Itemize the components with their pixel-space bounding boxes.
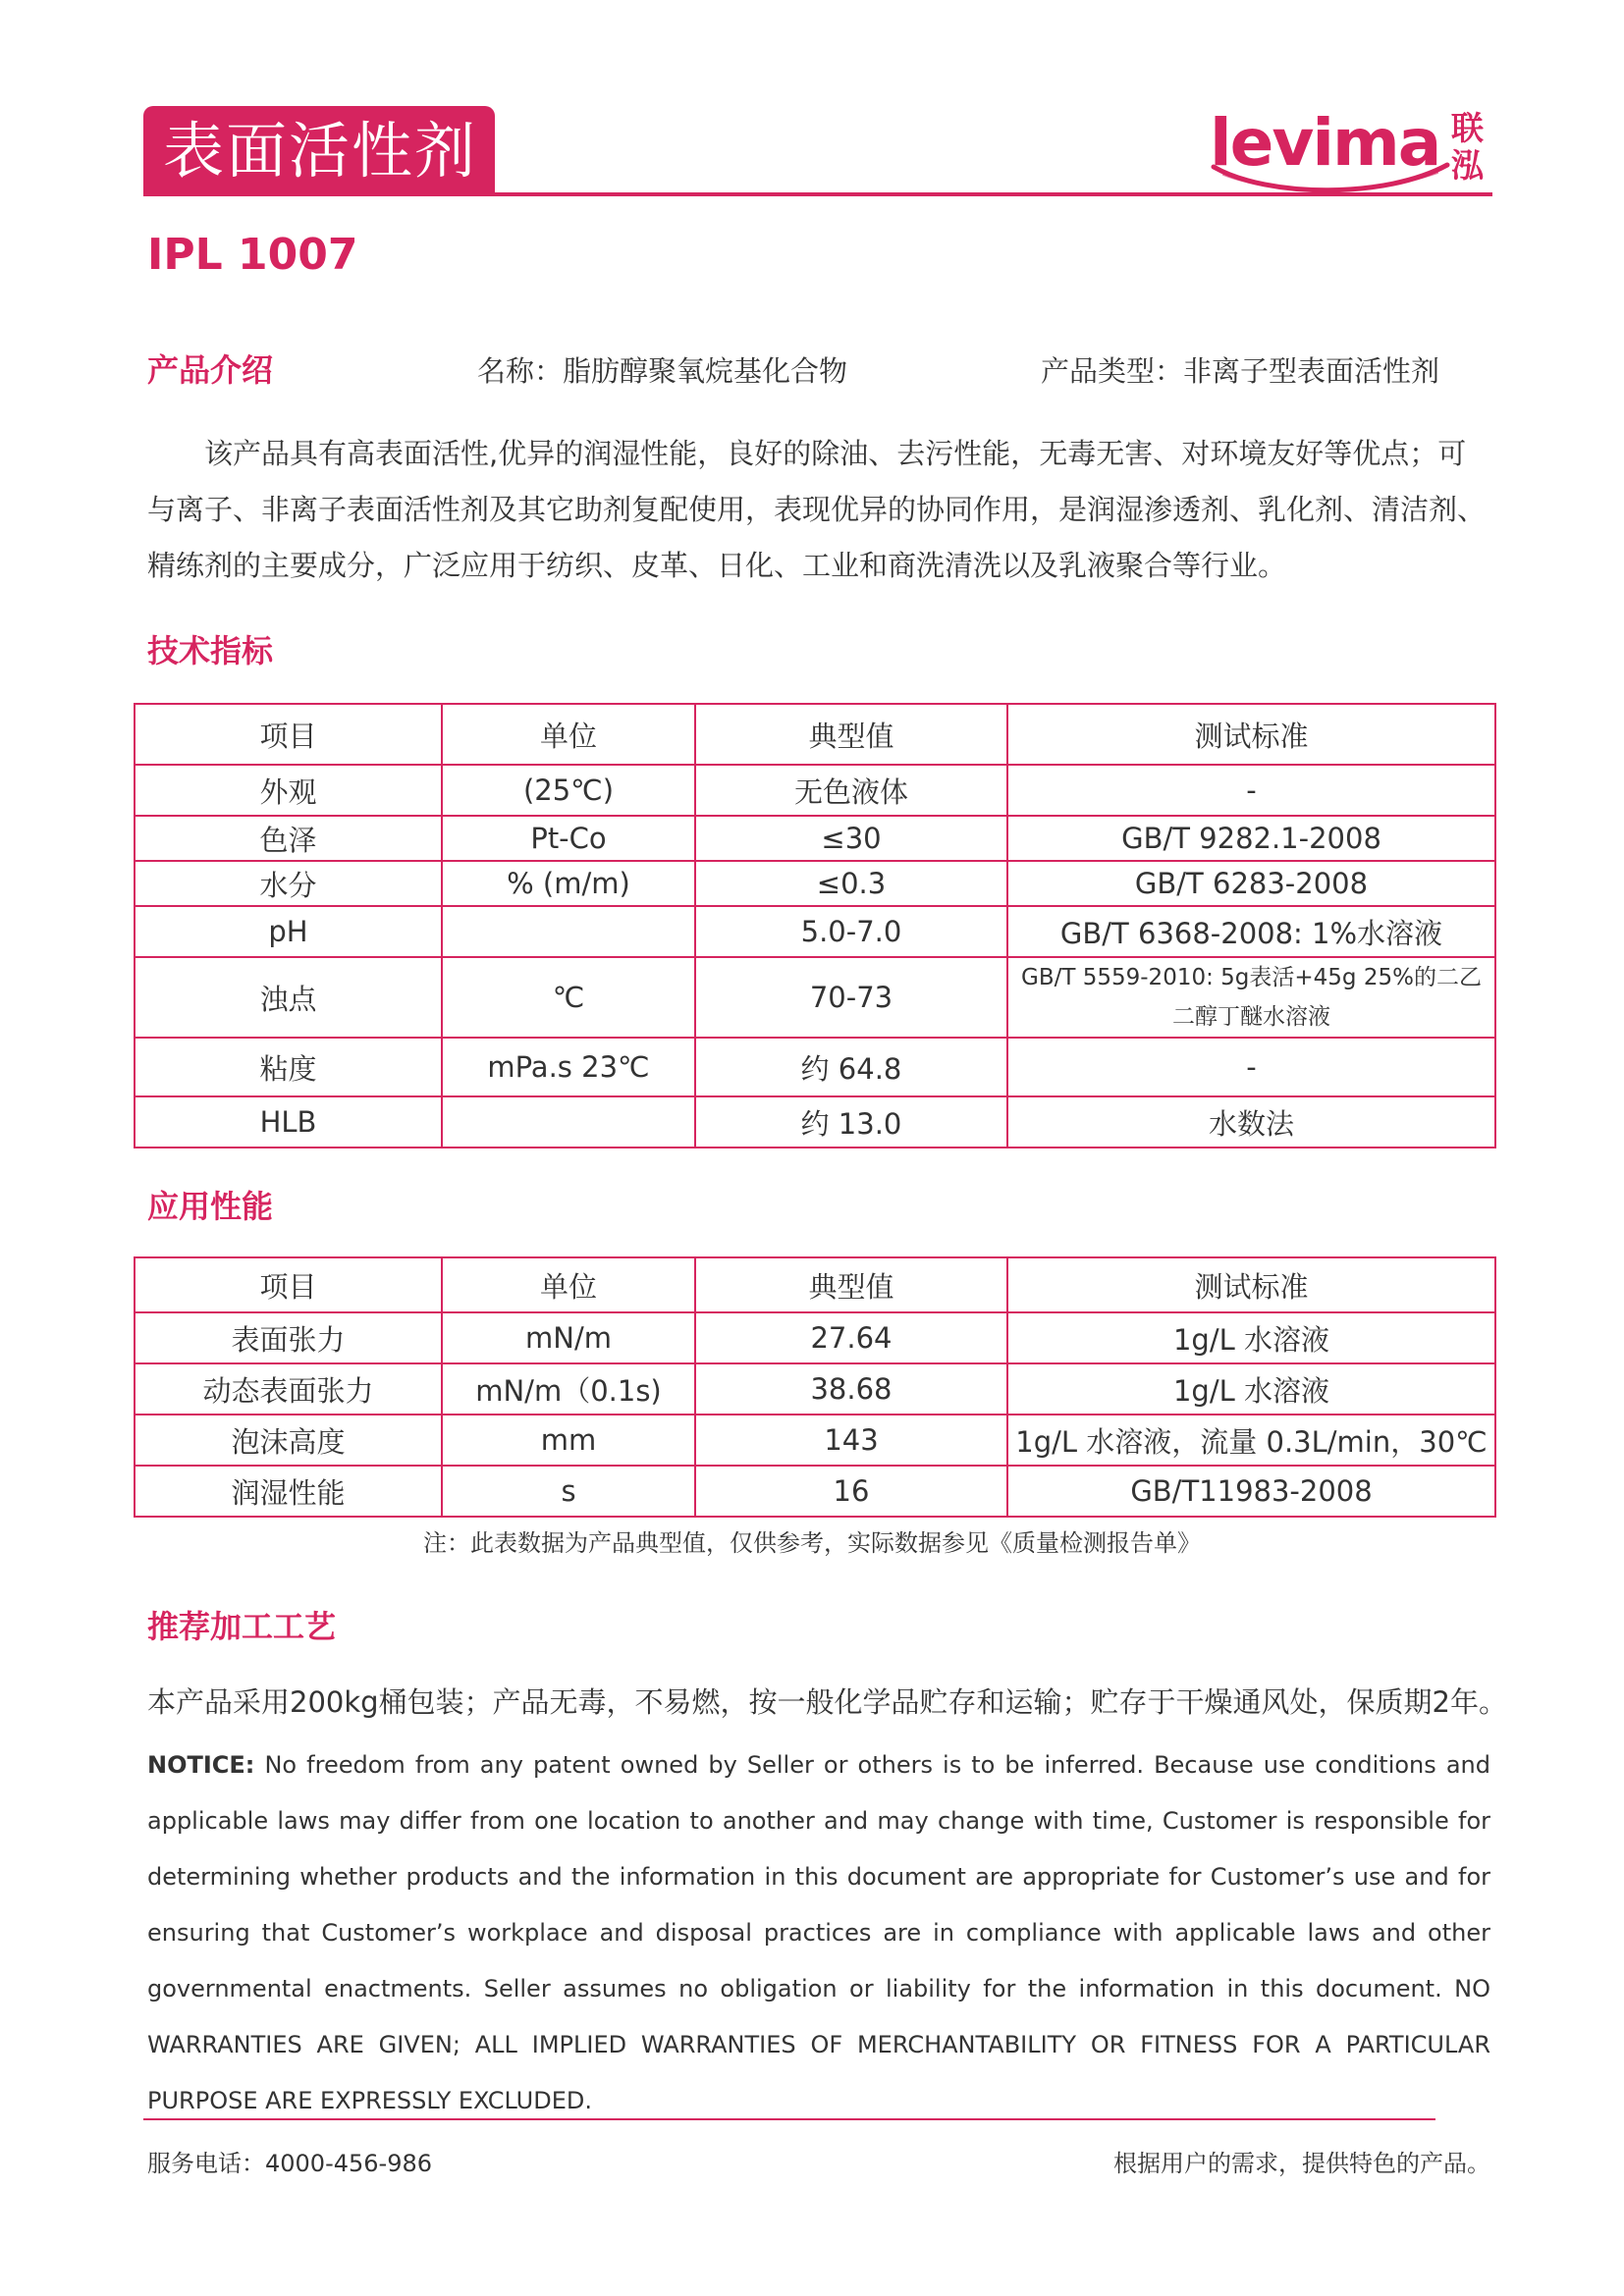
table-cell: 16 (695, 1466, 1007, 1517)
notice-label: NOTICE: (147, 1751, 255, 1779)
table-cell: % (m/m) (442, 861, 695, 906)
table-cell: 1g/L 水溶液，流量 0.3L/min，30℃ (1007, 1415, 1495, 1466)
tech-heading: 技术指标 (147, 632, 274, 669)
table-cell: GB/T 9282.1-2008 (1007, 816, 1495, 861)
table-cell: 水数法 (1007, 1096, 1495, 1148)
table-cell: 1g/L 水溶液 (1007, 1363, 1495, 1415)
footer-slogan: 根据用户的需求，提供特色的产品。 (1113, 2150, 1490, 2177)
table-row (135, 957, 1495, 1038)
product-type: 产品类型：非离子型表面活性剂 (1041, 354, 1440, 388)
table-cell: GB/T 6368-2008: 1%水溶液 (1007, 906, 1495, 957)
brand-logo (1210, 102, 1496, 192)
logo-swoosh-icon (1210, 159, 1451, 194)
table-cell: GB/T11983-2008 (1007, 1466, 1495, 1517)
table-row (135, 1312, 1495, 1363)
product-code: IPL 1007 (147, 230, 358, 280)
table-row (135, 1096, 1495, 1148)
table-cell: 5.0-7.0 (695, 906, 1007, 957)
table-cell: 表面张力 (135, 1312, 442, 1363)
table-cell: 38.68 (695, 1363, 1007, 1415)
column-header: 项目 (135, 704, 442, 765)
table-cell: 色泽 (135, 816, 442, 861)
table-cell: 无色液体 (695, 765, 1007, 816)
process-heading: 推荐加工工艺 (147, 1608, 337, 1645)
table-cell: GB/T 5559-2010: 5g表活+45g 25%的二乙二醇丁醚水溶液 (1007, 957, 1495, 1038)
table-cell: 粘度 (135, 1038, 442, 1096)
category-title: 表面活性剂 (143, 106, 495, 196)
table-cell: 27.64 (695, 1312, 1007, 1363)
notice-text: No freedom from any patent owned by Seller or others is to be inferred. Because use conditions and applicable laws may differ from one location to another and may change with time, Customer is responsible for determining whether products and the information in this document are appropriate for Customer’s use and for ensuring that Customer’s workplace and disposal practices are in compliance with applicable laws and other governmental enactments. Seller assumes no obligation or liability for the information in this document. NO WARRANTIES ARE GIVEN; ALL IMPLIED WARRANTIES OF MERCHANTABILITY OR FITNESS FOR A PARTICULAR PURPOSE ARE EXPRESSLY EXCLUDED. (147, 1751, 1490, 2114)
table-cell: 水分 (135, 861, 442, 906)
notice-paragraph (147, 1737, 1490, 2129)
table-cell: Pt-Co (442, 816, 695, 861)
table-cell: 浊点 (135, 957, 442, 1038)
application-table (134, 1256, 1496, 1518)
table-cell: - (1007, 765, 1495, 816)
table-cell: mN/m（0.1s) (442, 1363, 695, 1415)
table-cell: 1g/L 水溶液 (1007, 1312, 1495, 1363)
footer-divider (143, 2118, 1435, 2120)
application-heading: 应用性能 (147, 1188, 274, 1225)
table-cell (442, 906, 695, 957)
table-cell: 动态表面张力 (135, 1363, 442, 1415)
product-name: 名称：脂肪醇聚氧烷基化合物 (477, 354, 848, 388)
logo-cn-line-2: 泓 (1451, 146, 1484, 185)
column-header: 单位 (442, 1257, 695, 1312)
table-cell: GB/T 6283-2008 (1007, 861, 1495, 906)
table-header-row (135, 704, 1495, 765)
table-row (135, 816, 1495, 861)
table-row (135, 1038, 1495, 1096)
table-row (135, 906, 1495, 957)
table-cell: - (1007, 1038, 1495, 1096)
logo-cn-line-1: 联 (1451, 109, 1484, 147)
table-cell: 泡沫高度 (135, 1415, 442, 1466)
tech-spec-table (134, 703, 1496, 1148)
logo-cn-mark (1451, 110, 1494, 185)
table-cell: ℃ (442, 957, 695, 1038)
column-header: 单位 (442, 704, 695, 765)
table-cell: ≤0.3 (695, 861, 1007, 906)
table-cell: ≤30 (695, 816, 1007, 861)
column-header: 典型值 (695, 704, 1007, 765)
table-row (135, 765, 1495, 816)
table-cell (442, 1096, 695, 1148)
table-row (135, 1363, 1495, 1415)
table-row (135, 861, 1495, 906)
table-cell: pH (135, 906, 442, 957)
table-cell: mm (442, 1415, 695, 1466)
table-cell: mPa.s 23℃ (442, 1038, 695, 1096)
table-cell: 143 (695, 1415, 1007, 1466)
table-cell: 70-73 (695, 957, 1007, 1038)
intro-heading: 产品介绍 (147, 351, 274, 389)
storage-text: 本产品采用200kg桶包装；产品无毒，不易燃，按一般化学品贮存和运输；贮存于干燥通风处，保质期2年。 (147, 1685, 1508, 1719)
table-cell: s (442, 1466, 695, 1517)
column-header: 测试标准 (1007, 704, 1495, 765)
logo-wordmark: levima (1210, 105, 1440, 181)
table-note: 注：此表数据为产品典型值，仅供参考，实际数据参见《质量检测报告单》 (423, 1529, 1201, 1557)
table-cell: 外观 (135, 765, 442, 816)
table-cell: 约 64.8 (695, 1038, 1007, 1096)
table-header-row (135, 1257, 1495, 1312)
table-cell: (25℃) (442, 765, 695, 816)
intro-paragraph: 该产品具有高表面活性,优异的润湿性能，良好的除油、去污性能，无毒无害、对环境友好等优点；可与离子、非离子表面活性剂及其它助剂复配使用，表现优异的协同作用，是润湿渗透剂、乳化剂、清洁剂、精练剂的主要成分，广泛应用于纺织、皮革、日化、工业和商洗清洗以及乳液聚合等行业。 (147, 437, 1487, 582)
table-row (135, 1466, 1495, 1517)
column-header: 典型值 (695, 1257, 1007, 1312)
column-header: 测试标准 (1007, 1257, 1495, 1312)
service-hotline: 服务电话：4000-456-986 (147, 2150, 433, 2177)
table-row (135, 1415, 1495, 1466)
table-cell: mN/m (442, 1312, 695, 1363)
table-cell: HLB (135, 1096, 442, 1148)
column-header: 项目 (135, 1257, 442, 1312)
table-cell: 约 13.0 (695, 1096, 1007, 1148)
table-cell: 润湿性能 (135, 1466, 442, 1517)
